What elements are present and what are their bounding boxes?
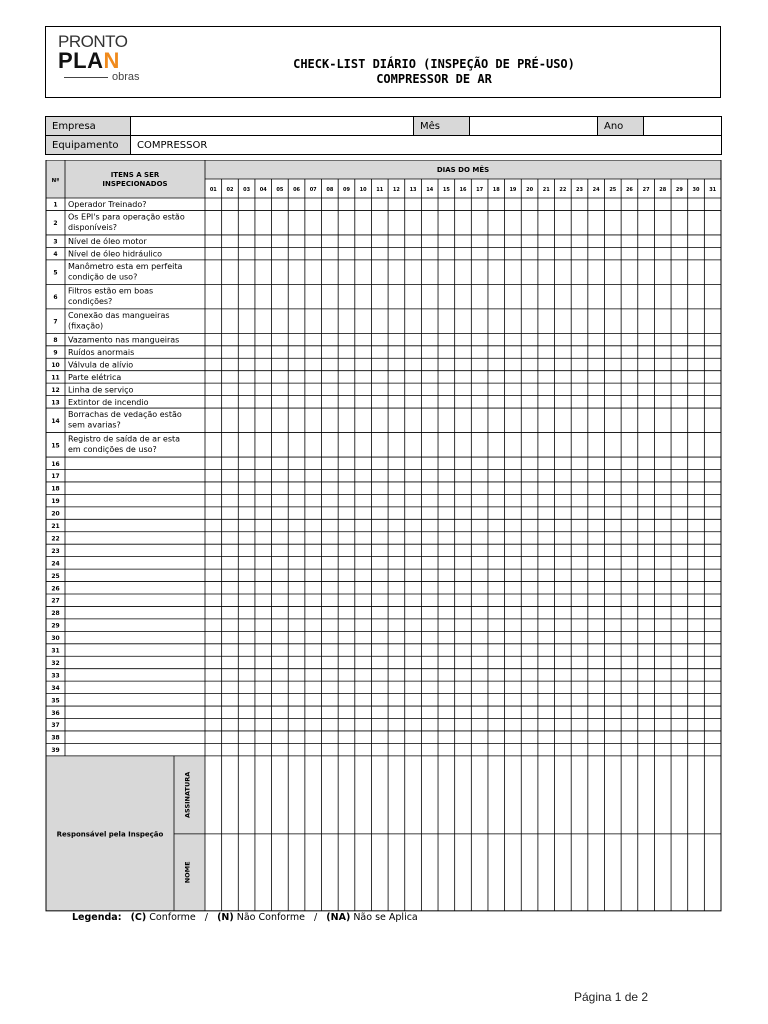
row-number: 16 — [51, 460, 60, 468]
row-item-label: Operador Treinado? — [68, 200, 147, 210]
row-number: 25 — [51, 572, 60, 580]
day-label: 15 — [442, 187, 450, 193]
row-item-label: condições? — [68, 296, 113, 306]
nome-label: NOME — [183, 861, 192, 884]
legend-na-text: Não se Aplica — [353, 912, 418, 923]
row-number: 36 — [51, 709, 60, 717]
page-number: Página 1 de 2 — [574, 990, 649, 1004]
row-number: 31 — [51, 647, 60, 655]
row-number: 9 — [53, 349, 58, 357]
day-label: 29 — [675, 187, 683, 193]
day-label: 08 — [326, 187, 334, 193]
logo-line-2a: PLA — [58, 48, 104, 73]
day-label: 27 — [642, 187, 650, 193]
day-label: 23 — [576, 187, 584, 193]
info-table — [45, 116, 722, 155]
row-number: 2 — [53, 220, 58, 228]
row-number: 20 — [51, 510, 60, 518]
day-label: 04 — [259, 187, 267, 193]
day-label: 13 — [409, 187, 417, 193]
logo-line-3: obras — [112, 71, 168, 83]
document-subtitle: COMPRESSOR DE AR — [376, 72, 492, 86]
row-item-label: Válvula de alívio — [68, 360, 134, 370]
day-label: 24 — [592, 187, 600, 193]
legend-n-code: (N) — [217, 912, 234, 923]
row-number: 24 — [51, 560, 60, 568]
ano-label: Ano — [598, 117, 644, 136]
day-label: 17 — [476, 187, 484, 193]
row-number: 35 — [51, 697, 60, 705]
day-label: 18 — [492, 187, 500, 193]
day-label: 21 — [542, 187, 550, 193]
row-item-label: Ruídos anormais — [68, 348, 135, 358]
mes-field[interactable] — [470, 117, 598, 136]
num-header: Nº — [51, 178, 60, 184]
row-number: 28 — [51, 610, 60, 618]
row-number: 13 — [51, 399, 60, 407]
day-label: 19 — [509, 187, 517, 193]
row-number: 21 — [51, 523, 60, 531]
document-header — [45, 26, 721, 98]
day-label: 26 — [625, 187, 633, 193]
row-number: 17 — [51, 473, 60, 481]
row-number: 26 — [51, 585, 60, 593]
equipamento-label: Equipamento — [46, 136, 131, 155]
row-number: 27 — [51, 597, 60, 605]
row-number: 12 — [51, 386, 60, 394]
items-header: INSPECIONADOS — [102, 180, 168, 188]
day-label: 22 — [559, 187, 567, 193]
logo-line-2b: N — [103, 48, 120, 73]
items-header: ITENS A SER — [110, 171, 160, 179]
legend-prefix: Legenda: — [72, 912, 122, 923]
row-number: 5 — [53, 269, 58, 277]
document-title: CHECK-LIST DIÁRIO (INSPEÇÃO DE PRÉ-USO) — [293, 57, 575, 71]
day-label: 09 — [342, 187, 350, 193]
legend-c-code: (C) — [130, 912, 147, 923]
row-item-label: (fixação) — [68, 321, 104, 331]
row-number: 11 — [51, 374, 60, 382]
empresa-field[interactable] — [131, 117, 414, 136]
day-label: 11 — [376, 187, 384, 193]
row-number: 8 — [53, 337, 58, 345]
row-item-label: disponíveis? — [68, 222, 118, 232]
legend-sep-1: / — [204, 912, 208, 923]
empresa-label: Empresa — [46, 117, 131, 136]
mes-label: Mês — [414, 117, 470, 136]
legend-n-text: Não Conforme — [236, 912, 305, 923]
row-item-label: Vazamento nas mangueiras — [68, 335, 180, 345]
row-number: 15 — [51, 442, 60, 450]
row-number: 34 — [51, 684, 60, 692]
row-number: 19 — [51, 498, 60, 506]
day-label: 31 — [709, 187, 717, 193]
responsavel-label: Responsável pela Inspeção — [56, 830, 164, 839]
row-number: 14 — [51, 417, 60, 425]
equipamento-field[interactable]: COMPRESSOR — [131, 136, 722, 155]
row-item-label: Registro de saída de ar esta — [68, 434, 181, 444]
row-item-label: Filtros estão em boas — [68, 286, 154, 296]
day-label: 02 — [226, 187, 234, 193]
row-number: 10 — [51, 361, 60, 369]
row-item-label: Nível de óleo hidráulico — [68, 249, 163, 259]
row-number: 4 — [53, 251, 58, 259]
day-label: 03 — [243, 187, 251, 193]
row-number: 33 — [51, 672, 60, 680]
row-number: 32 — [51, 659, 60, 667]
legend-sep-2: / — [314, 912, 318, 923]
day-label: 20 — [526, 187, 534, 193]
day-label: 14 — [426, 187, 434, 193]
days-header: DIAS DO MÊS — [436, 166, 490, 174]
row-item-label: Parte elétrica — [68, 372, 122, 382]
row-number: 39 — [51, 747, 60, 755]
day-label: 10 — [359, 187, 367, 193]
day-label: 30 — [692, 187, 700, 193]
day-label: 16 — [459, 187, 467, 193]
row-number: 6 — [53, 294, 58, 302]
row-number: 7 — [53, 318, 58, 326]
row-item-label: Nível de óleo motor — [68, 237, 147, 247]
row-number: 18 — [51, 485, 60, 493]
legend-na-code: (NA) — [326, 912, 351, 923]
row-number: 29 — [51, 622, 60, 630]
row-item-label: condição de uso? — [68, 272, 138, 282]
row-item-label: em condições de uso? — [68, 445, 157, 455]
row-number: 37 — [51, 722, 60, 730]
day-label: 01 — [209, 187, 217, 193]
assinatura-label: ASSINATURA — [183, 771, 192, 818]
row-item-label: Linha de serviço — [68, 385, 134, 395]
logo-line-1: PRONTO — [58, 32, 128, 51]
row-number: 38 — [51, 734, 60, 742]
row-number: 23 — [51, 547, 60, 555]
row-number: 22 — [51, 535, 60, 543]
inspection-grid — [45, 160, 723, 912]
day-label: 06 — [293, 187, 301, 193]
day-label: 28 — [659, 187, 667, 193]
row-item-label: Conexão das mangueiras — [68, 310, 170, 320]
row-item-label: Os EPI's para operação estão — [68, 212, 185, 222]
row-number: 30 — [51, 635, 60, 643]
day-label: 25 — [609, 187, 617, 193]
row-number: 1 — [53, 201, 58, 209]
row-number: 3 — [53, 238, 58, 246]
row-item-label: Borrachas de vedação estão — [68, 410, 182, 420]
day-label: 12 — [392, 187, 400, 193]
day-label: 05 — [276, 187, 284, 193]
legend-c-text: Conforme — [149, 912, 196, 923]
ano-field[interactable] — [644, 117, 722, 136]
items-header-bg — [46, 160, 205, 198]
row-item-label: sem avarias? — [68, 420, 121, 430]
legend — [72, 912, 418, 923]
row-item-label: Extintor de incendio — [68, 397, 149, 407]
row-item-label: Manômetro esta em perfeita — [68, 261, 183, 271]
day-label: 07 — [309, 187, 317, 193]
